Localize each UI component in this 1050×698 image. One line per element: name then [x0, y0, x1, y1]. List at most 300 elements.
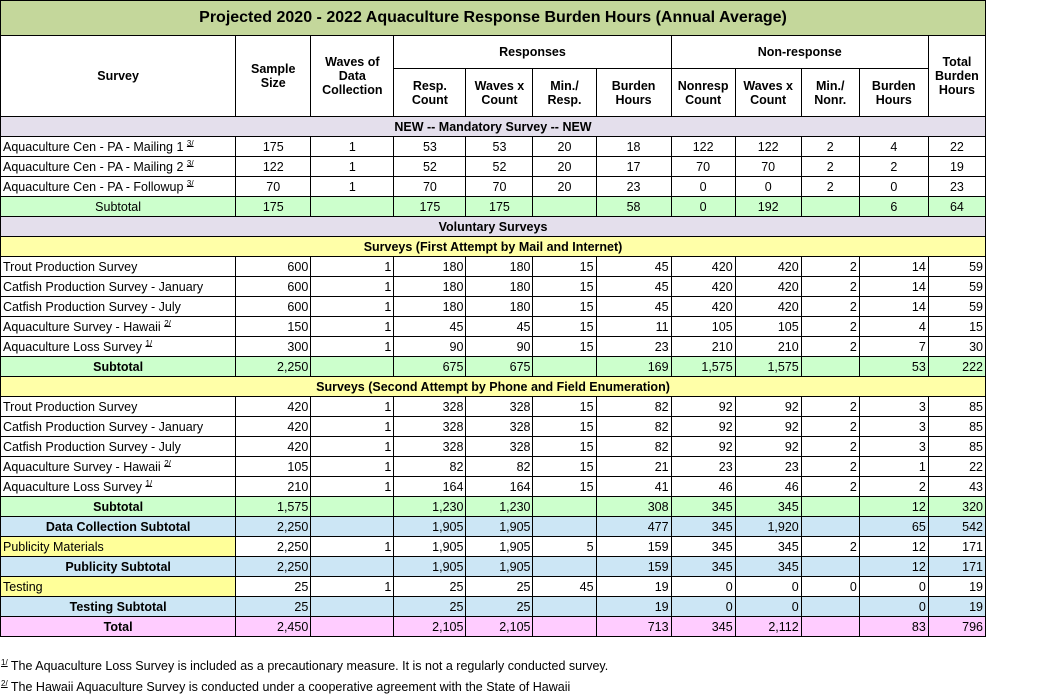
first-attempt-row: [1, 257, 986, 277]
cell: 30: [928, 337, 985, 357]
cell: 180: [394, 257, 466, 277]
cell: 45: [466, 317, 533, 337]
cell: 2,250: [236, 557, 311, 577]
cell: 14: [859, 257, 928, 277]
cell: 345: [671, 617, 735, 637]
cell: 105: [671, 317, 735, 337]
cell: 2: [801, 437, 859, 457]
cell: 222: [928, 357, 985, 377]
second-attempt-row: [1, 397, 986, 417]
first-attempt-row: [1, 297, 986, 317]
cell: 1,575: [671, 357, 735, 377]
cell: 14: [859, 297, 928, 317]
cell: 675: [394, 357, 466, 377]
cell: 600: [236, 257, 311, 277]
cell: 2,105: [394, 617, 466, 637]
cell: 41: [596, 477, 671, 497]
cell: 1: [311, 417, 394, 437]
cell: 1: [311, 537, 394, 557]
cell: 122: [735, 137, 801, 157]
cell: 53: [859, 357, 928, 377]
cell: [801, 517, 859, 537]
cell: 2: [801, 137, 859, 157]
header-waves: Waves of Data Collection: [311, 36, 394, 117]
cell: 159: [596, 537, 671, 557]
cell: 15: [928, 317, 985, 337]
cell: 1,905: [394, 557, 466, 577]
cell: 420: [671, 277, 735, 297]
cell: 18: [596, 137, 671, 157]
cell: 600: [236, 297, 311, 317]
cell: 22: [928, 137, 985, 157]
cell: 180: [466, 257, 533, 277]
cell: 0: [859, 177, 928, 197]
cell: 345: [671, 557, 735, 577]
cell: 1: [311, 137, 394, 157]
cell: 122: [236, 157, 311, 177]
cell: [311, 617, 394, 637]
cell: 308: [596, 497, 671, 517]
cell: 300: [236, 337, 311, 357]
cell: 4: [859, 137, 928, 157]
cell: 45: [596, 277, 671, 297]
cell: 23: [735, 457, 801, 477]
cell: 15: [533, 277, 596, 297]
cell: 22: [928, 457, 985, 477]
cell: 105: [236, 457, 311, 477]
cell: 0: [801, 577, 859, 597]
cell: 169: [596, 357, 671, 377]
cell: 3: [859, 437, 928, 457]
cell: 19: [596, 597, 671, 617]
second-attempt-row: [1, 437, 986, 457]
cell: 45: [596, 297, 671, 317]
cell: [311, 517, 394, 537]
cell: 59: [928, 297, 985, 317]
cell: 3: [859, 417, 928, 437]
section-first-attempt: Surveys (First Attempt by Mail and Internet): [1, 237, 986, 257]
cell: 1: [311, 577, 394, 597]
cell: 90: [466, 337, 533, 357]
cell: 46: [735, 477, 801, 497]
publicity-subtotal-row: [1, 557, 986, 577]
cell: 345: [671, 497, 735, 517]
cell: 477: [596, 517, 671, 537]
cell: 420: [735, 297, 801, 317]
cell: 2,250: [236, 537, 311, 557]
cell: 19: [928, 597, 985, 617]
cell: 175: [466, 197, 533, 217]
cell: [801, 557, 859, 577]
header-survey: Survey: [1, 36, 236, 117]
mandatory-subtotal-row: [1, 197, 986, 217]
cell: 0: [859, 577, 928, 597]
cell: [533, 197, 596, 217]
cell: 1: [311, 457, 394, 477]
cell: 70: [671, 157, 735, 177]
cell: 159: [596, 557, 671, 577]
header-nonresp-burden-hours: Burden Hours: [859, 69, 928, 117]
cell: 0: [735, 177, 801, 197]
cell: 2,250: [236, 357, 311, 377]
cell: 53: [466, 137, 533, 157]
cell: 1: [311, 317, 394, 337]
cell: 2,250: [236, 517, 311, 537]
cell: 15: [533, 397, 596, 417]
cell: 70: [236, 177, 311, 197]
cell: 82: [596, 397, 671, 417]
cell: 83: [859, 617, 928, 637]
cell: 0: [671, 177, 735, 197]
cell: 1,905: [466, 557, 533, 577]
cell: 420: [671, 297, 735, 317]
table-title: Projected 2020 - 2022 Aquaculture Response Burden Hours (Annual Average): [1, 1, 986, 36]
header-min-resp: Min./ Resp.: [533, 69, 596, 117]
cell: 25: [394, 597, 466, 617]
cell: 15: [533, 317, 596, 337]
cell: 11: [596, 317, 671, 337]
cell: 59: [928, 257, 985, 277]
cell: 1: [311, 397, 394, 417]
second-subtotal-row: [1, 497, 986, 517]
cell: 328: [466, 437, 533, 457]
cell: 210: [671, 337, 735, 357]
cell: 43: [928, 477, 985, 497]
cell: 70: [735, 157, 801, 177]
cell: 92: [735, 437, 801, 457]
cell: 4: [859, 317, 928, 337]
cell: 171: [928, 537, 985, 557]
cell: [311, 357, 394, 377]
cell: 25: [236, 597, 311, 617]
mandatory-row: [1, 137, 986, 157]
cell: 713: [596, 617, 671, 637]
row-label: Aquaculture Cen - PA - Mailing 1 $^{3/}$: [1, 137, 236, 157]
testing-row: [1, 577, 986, 597]
row-label: Aquaculture Loss Survey $^{1/}$: [1, 337, 236, 357]
cell: 46: [671, 477, 735, 497]
testing-subtotal-row: [1, 597, 986, 617]
cell: 175: [394, 197, 466, 217]
header-waves-x-count: Waves x Count: [466, 69, 533, 117]
footnote-2: $^{2/}$ The Hawaii Aquaculture Survey is conducted under a cooperative agreement with the State of Hawaii: [1, 678, 571, 694]
second-attempt-row: [1, 457, 986, 477]
cell: 180: [466, 297, 533, 317]
cell: [801, 357, 859, 377]
cell: 0: [735, 577, 801, 597]
cell: 0: [671, 577, 735, 597]
cell: 675: [466, 357, 533, 377]
cell: [533, 357, 596, 377]
cell: 1,905: [394, 537, 466, 557]
cell: 320: [928, 497, 985, 517]
row-label: Trout Production Survey: [1, 397, 236, 417]
cell: 2: [801, 277, 859, 297]
cell: 420: [236, 437, 311, 457]
cell: 164: [466, 477, 533, 497]
cell: 180: [394, 297, 466, 317]
cell: 92: [671, 397, 735, 417]
cell: 180: [394, 277, 466, 297]
section-voluntary: Voluntary Surveys: [1, 217, 986, 237]
row-label: Testing: [1, 577, 236, 597]
header-nonresp-count: Nonresp Count: [671, 69, 735, 117]
cell: 328: [466, 417, 533, 437]
first-attempt-row: [1, 337, 986, 357]
cell: 19: [928, 577, 985, 597]
cell: 328: [394, 437, 466, 457]
cell: 92: [671, 417, 735, 437]
cell: 15: [533, 337, 596, 357]
cell: 15: [533, 457, 596, 477]
cell: 21: [596, 457, 671, 477]
cell: 2: [801, 537, 859, 557]
cell: 7: [859, 337, 928, 357]
cell: 15: [533, 417, 596, 437]
cell: 85: [928, 397, 985, 417]
cell: 1,905: [394, 517, 466, 537]
cell: 82: [466, 457, 533, 477]
cell: [311, 557, 394, 577]
cell: 1,905: [466, 537, 533, 557]
cell: 1: [311, 477, 394, 497]
cell: 3: [859, 397, 928, 417]
cell: 2,105: [466, 617, 533, 637]
cell: 6: [859, 197, 928, 217]
cell: 82: [596, 417, 671, 437]
cell: [533, 557, 596, 577]
cell: 1: [311, 277, 394, 297]
row-label: Aquaculture Cen - PA - Followup $^{3/}$: [1, 177, 236, 197]
cell: 85: [928, 437, 985, 457]
cell: 420: [236, 397, 311, 417]
cell: [533, 497, 596, 517]
cell: 20: [533, 177, 596, 197]
cell: 2: [801, 337, 859, 357]
cell: 85: [928, 417, 985, 437]
row-label: Publicity Materials: [1, 537, 236, 557]
cell: 45: [394, 317, 466, 337]
cell: 92: [735, 397, 801, 417]
header-nonresp-waves-x-count: Waves x Count: [735, 69, 801, 117]
cell: 2: [801, 177, 859, 197]
cell: 175: [236, 197, 311, 217]
cell: 70: [466, 177, 533, 197]
cell: 210: [236, 477, 311, 497]
cell: 92: [671, 437, 735, 457]
header-min-nonr: Min./ Nonr.: [801, 69, 859, 117]
cell: 82: [596, 437, 671, 457]
cell: 1,905: [466, 517, 533, 537]
cell: 2: [801, 297, 859, 317]
cell: 2: [801, 317, 859, 337]
cell: 150: [236, 317, 311, 337]
cell: 23: [928, 177, 985, 197]
data-collection-subtotal-row: [1, 517, 986, 537]
cell: 58: [596, 197, 671, 217]
cell: 14: [859, 277, 928, 297]
cell: 122: [671, 137, 735, 157]
cell: [311, 597, 394, 617]
cell: [801, 197, 859, 217]
cell: 15: [533, 437, 596, 457]
cell: 59: [928, 277, 985, 297]
cell: 0: [671, 197, 735, 217]
row-label: Testing Subtotal: [1, 597, 236, 617]
cell: [801, 617, 859, 637]
publicity-row: [1, 537, 986, 557]
cell: 12: [859, 497, 928, 517]
cell: 70: [394, 177, 466, 197]
cell: 2: [801, 477, 859, 497]
cell: 1: [311, 177, 394, 197]
row-label: Catfish Production Survey - July: [1, 437, 236, 457]
cell: [801, 597, 859, 617]
row-label: Data Collection Subtotal: [1, 517, 236, 537]
cell: 180: [466, 277, 533, 297]
footnote-1: $^{1/}$ The Aquaculture Loss Survey is included as a precautionary measure. It is not a regularly conducted survey.: [1, 657, 609, 673]
header-non-response: Non-response: [671, 36, 928, 69]
cell: 1,575: [236, 497, 311, 517]
cell: 2: [801, 457, 859, 477]
cell: 1: [311, 257, 394, 277]
cell: 420: [735, 277, 801, 297]
row-label: Aquaculture Survey - Hawaii $^{2/}$: [1, 317, 236, 337]
cell: 175: [236, 137, 311, 157]
header-burden-hours: Burden Hours: [596, 69, 671, 117]
cell: 23: [596, 177, 671, 197]
row-label: Aquaculture Cen - PA - Mailing 2 $^{3/}$: [1, 157, 236, 177]
mandatory-row: [1, 177, 986, 197]
cell: [533, 597, 596, 617]
mandatory-row: [1, 157, 986, 177]
cell: 1,230: [466, 497, 533, 517]
cell: 15: [533, 257, 596, 277]
cell: 105: [735, 317, 801, 337]
row-label: Aquaculture Survey - Hawaii $^{2/}$: [1, 457, 236, 477]
cell: 0: [671, 597, 735, 617]
row-label: Aquaculture Loss Survey $^{1/}$: [1, 477, 236, 497]
cell: 1: [859, 457, 928, 477]
cell: 2: [801, 397, 859, 417]
row-label: Publicity Subtotal: [1, 557, 236, 577]
row-label: Trout Production Survey: [1, 257, 236, 277]
cell: 345: [671, 537, 735, 557]
cell: 328: [394, 417, 466, 437]
cell: 19: [596, 577, 671, 597]
cell: 90: [394, 337, 466, 357]
total-row: [1, 617, 986, 637]
cell: 45: [596, 257, 671, 277]
cell: 1,230: [394, 497, 466, 517]
cell: 345: [671, 517, 735, 537]
header-resp-count: Resp. Count: [394, 69, 466, 117]
cell: 23: [671, 457, 735, 477]
cell: 0: [859, 597, 928, 617]
cell: 25: [394, 577, 466, 597]
cell: 25: [236, 577, 311, 597]
first-attempt-row: [1, 317, 986, 337]
section-second-attempt: Surveys (Second Attempt by Phone and Field Enumeration): [1, 377, 986, 397]
cell: 52: [466, 157, 533, 177]
cell: 25: [466, 577, 533, 597]
cell: 64: [928, 197, 985, 217]
cell: 2: [801, 157, 859, 177]
cell: 45: [533, 577, 596, 597]
row-label: Total: [1, 617, 236, 637]
row-label: Subtotal: [1, 197, 236, 217]
cell: 65: [859, 517, 928, 537]
cell: 82: [394, 457, 466, 477]
cell: 420: [735, 257, 801, 277]
cell: 328: [394, 397, 466, 417]
second-attempt-row: [1, 477, 986, 497]
cell: 345: [735, 497, 801, 517]
row-label: Subtotal: [1, 357, 236, 377]
cell: 25: [466, 597, 533, 617]
first-subtotal-row: [1, 357, 986, 377]
second-attempt-row: [1, 417, 986, 437]
cell: 12: [859, 537, 928, 557]
cell: 2: [801, 417, 859, 437]
cell: 15: [533, 477, 596, 497]
cell: [311, 497, 394, 517]
header-sample-size: Sample Size: [236, 36, 311, 117]
cell: 0: [735, 597, 801, 617]
cell: 164: [394, 477, 466, 497]
cell: 1: [311, 437, 394, 457]
cell: 1,920: [735, 517, 801, 537]
cell: 1: [311, 337, 394, 357]
cell: 5: [533, 537, 596, 557]
cell: 796: [928, 617, 985, 637]
cell: [533, 517, 596, 537]
cell: 2,450: [236, 617, 311, 637]
cell: 345: [735, 557, 801, 577]
cell: 52: [394, 157, 466, 177]
footnotes: [1, 656, 608, 698]
header-responses: Responses: [394, 36, 671, 69]
cell: 171: [928, 557, 985, 577]
section-mandatory: NEW -- Mandatory Survey -- NEW: [1, 117, 986, 137]
cell: 420: [671, 257, 735, 277]
header-total-burden: Total Burden Hours: [928, 36, 985, 117]
cell: 542: [928, 517, 985, 537]
cell: 1,575: [735, 357, 801, 377]
row-label: Catfish Production Survey - January: [1, 277, 236, 297]
cell: 420: [236, 417, 311, 437]
first-attempt-row: [1, 277, 986, 297]
cell: 1: [311, 157, 394, 177]
cell: 92: [735, 417, 801, 437]
cell: 2,112: [735, 617, 801, 637]
cell: 53: [394, 137, 466, 157]
cell: [801, 497, 859, 517]
cell: 17: [596, 157, 671, 177]
row-label: Catfish Production Survey - January: [1, 417, 236, 437]
cell: 2: [801, 257, 859, 277]
cell: 2: [859, 477, 928, 497]
cell: 20: [533, 137, 596, 157]
cell: 345: [735, 537, 801, 557]
row-label: Catfish Production Survey - July: [1, 297, 236, 317]
cell: 328: [466, 397, 533, 417]
cell: 210: [735, 337, 801, 357]
cell: [311, 197, 394, 217]
cell: 20: [533, 157, 596, 177]
cell: 15: [533, 297, 596, 317]
cell: 19: [928, 157, 985, 177]
